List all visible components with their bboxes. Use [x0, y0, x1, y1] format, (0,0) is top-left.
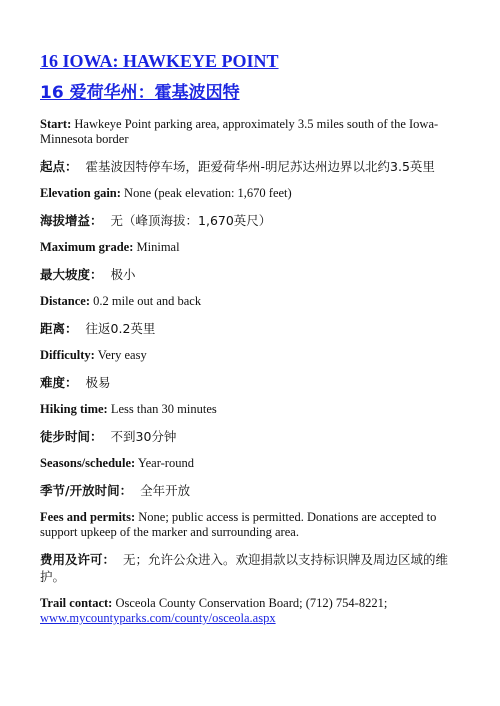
field-en: [40, 117, 460, 147]
field-label-zh: 海拔增益：: [40, 213, 103, 228]
field-en: [40, 294, 460, 309]
field-label-zh: 起点：: [40, 159, 78, 174]
field-en: [40, 402, 460, 417]
field-zh: [40, 158, 460, 175]
field-label: Distance:: [40, 294, 90, 308]
field-en: [40, 510, 460, 540]
field-value: Very easy: [97, 348, 147, 362]
field-value-zh: 不到30分钟: [110, 429, 177, 444]
field-zh: [40, 428, 460, 445]
trail-contact-link[interactable]: www.mycountyparks.com/county/osceola.aspx: [40, 611, 276, 625]
field-value: None; public access is permitted. Donations are accepted to support upkeep of the marker and surrounding area.: [40, 510, 437, 539]
field-value: None (peak elevation: 1,670 feet): [124, 186, 292, 200]
field-label: Elevation gain:: [40, 186, 121, 200]
field-start: [40, 117, 460, 175]
field-value-zh: 霍基波因特停车场，距爱荷华州-明尼苏达州边界以北约3.5英里: [85, 159, 435, 174]
field-label: Fees and permits:: [40, 510, 136, 524]
field-value: 0.2 mile out and back: [93, 294, 202, 308]
field-label-zh: 徒步时间：: [40, 429, 103, 444]
field-label: Trail contact:: [40, 596, 113, 610]
field-en: [40, 348, 460, 363]
field-label: Seasons/schedule:: [40, 456, 136, 470]
field-value: Year-round: [137, 456, 194, 470]
field-value-zh: 无（峰顶海拔：1,670英尺）: [110, 213, 272, 228]
field-maximum-grade: [40, 240, 460, 283]
field-en: [40, 186, 460, 201]
field-value-zh: 全年开放: [140, 483, 191, 498]
field-value-zh: 极易: [85, 375, 111, 390]
field-zh: [40, 266, 460, 283]
field-label: Start:: [40, 117, 72, 131]
field-label: Maximum grade:: [40, 240, 134, 254]
field-label: Difficulty:: [40, 348, 95, 362]
field-value: Less than 30 minutes: [110, 402, 217, 416]
field-label-zh: 最大坡度：: [40, 267, 103, 282]
field-label-zh: 难度：: [40, 375, 78, 390]
field-value: Minimal: [136, 240, 180, 254]
field-value: Osceola County Conservation Board; (712) 754-8221;: [115, 596, 388, 610]
field-label-zh: 季节/开放时间：: [40, 483, 133, 498]
field-zh: [40, 551, 460, 585]
field-label-zh: 距离：: [40, 321, 78, 336]
field-label-zh: 费用及许可：: [40, 552, 116, 567]
field-value-zh: 极小: [110, 267, 136, 282]
title-english: 16 IOWA: HAWKEYE POINT: [40, 51, 279, 71]
field-seasons-schedule: [40, 456, 460, 499]
field-en: [40, 596, 460, 626]
field-trail-contact: [40, 596, 460, 626]
field-elevation-gain: [40, 186, 460, 229]
field-hiking-time: [40, 402, 460, 445]
field-zh: [40, 212, 460, 229]
field-zh: [40, 482, 460, 499]
field-zh: [40, 320, 460, 337]
field-label: Hiking time:: [40, 402, 108, 416]
field-en: [40, 456, 460, 471]
field-value-zh: 往返0.2英里: [85, 321, 156, 336]
field-difficulty: [40, 348, 460, 391]
field-en: [40, 240, 460, 255]
field-value: Hawkeye Point parking area, approximately 3.5 miles south of the Iowa-Minnesota border: [40, 117, 439, 146]
field-zh: [40, 374, 460, 391]
field-distance: [40, 294, 460, 337]
document-content: [40, 50, 460, 637]
field-fees-permits: [40, 510, 460, 585]
field-value-zh: 无；允许公众进入。欢迎捐款以支持标识牌及周边区域的维护。: [40, 552, 449, 584]
title-chinese: 16 爱荷华州：霍基波因特: [40, 83, 240, 103]
